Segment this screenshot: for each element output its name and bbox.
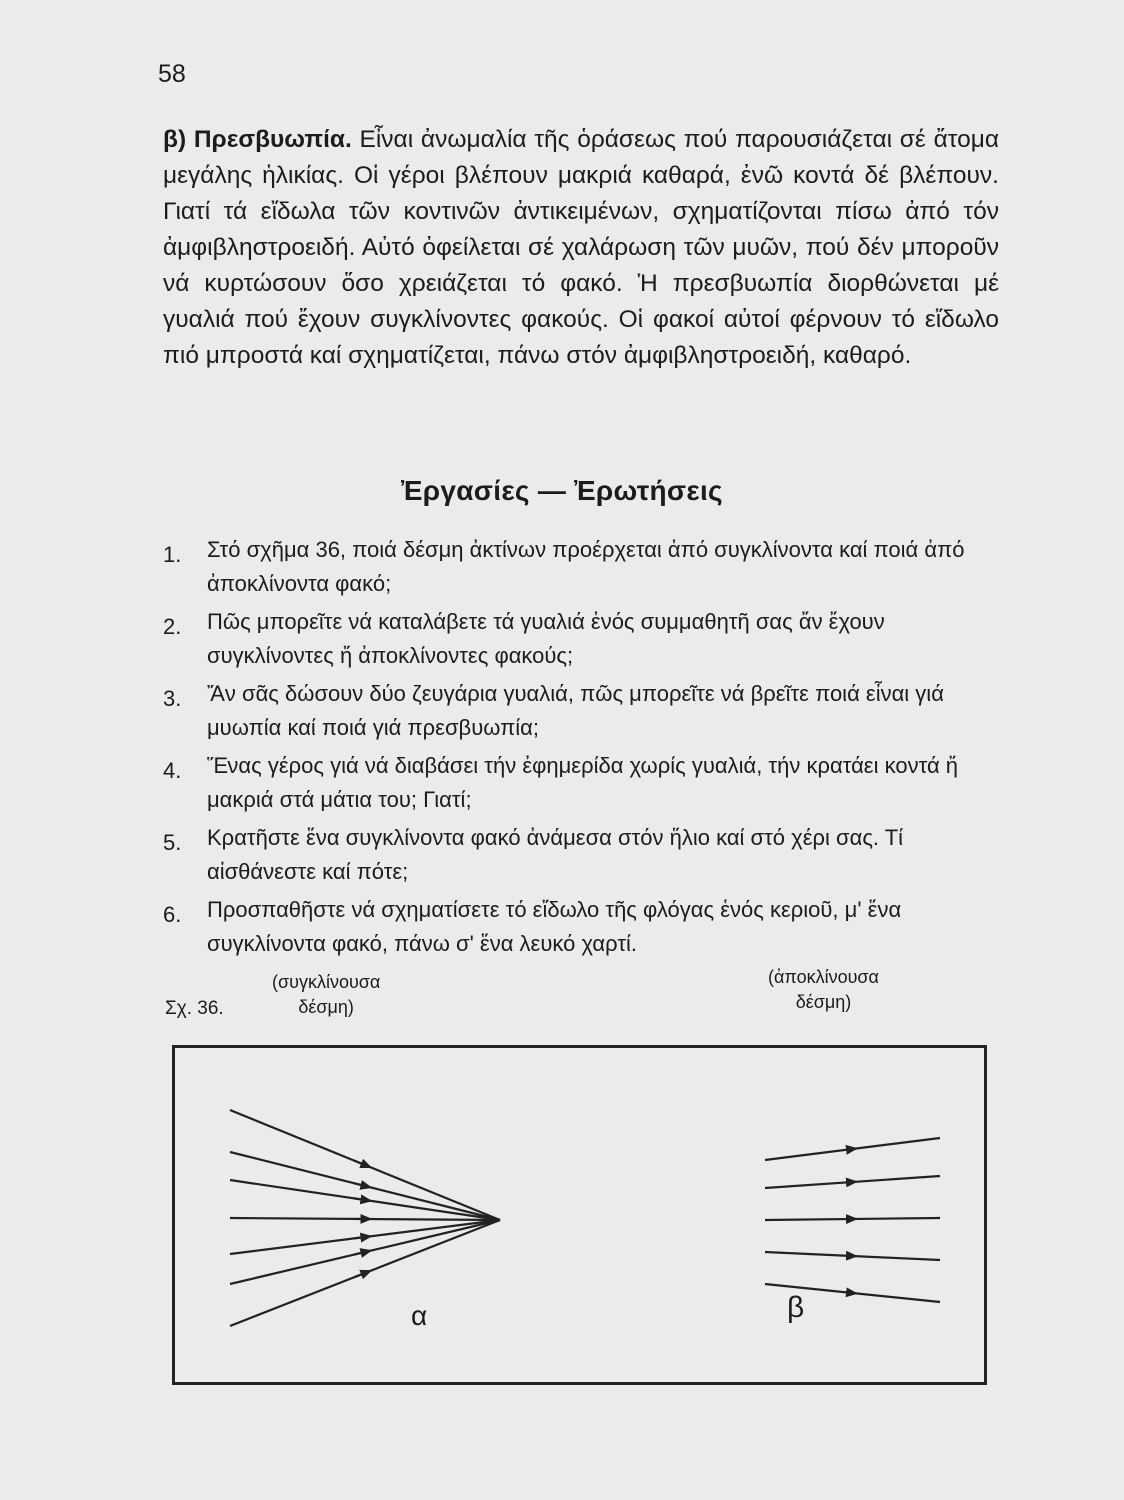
caption-diverging-text: (ἀποκλίνουσα δέσμη): [768, 967, 879, 1012]
ray-arrowhead: [354, 1251, 370, 1255]
exercise-item: [163, 821, 1003, 889]
page-number: 58: [158, 60, 186, 88]
exercise-text: Κρατῆστε ἕνα συγκλίνοντα φακό ἀνάμεσα στόν ἥλιο καί στό χέρι σας. Τί αἰσθάνεστε καί πότε;: [207, 825, 904, 884]
ray-arrowhead: [846, 1149, 857, 1150]
exercise-item: [163, 677, 1003, 745]
caption-diverging: [768, 965, 879, 1015]
exercise-text: Ἄν σᾶς δώσουν δύο ζευγάρια γυαλιά, πῶς μπορεῖτε νά βρεῖτε ποιά εἶναι γιά μυωπία καί ποιά γιά πρεσβυωπία;: [207, 681, 944, 740]
ray-arrowhead: [846, 1182, 857, 1183]
exercise-item: [163, 533, 1003, 601]
exercise-text: Στό σχῆμα 36, ποιά δέσμη ἀκτίνων προέρχεται ἀπό συγκλίνοντα καί ποιά ἀπό ἀποκλίνοντα φακό;: [207, 537, 965, 596]
converging-beam: [230, 1110, 500, 1326]
ray-arrowhead: [846, 1292, 857, 1293]
caption-converging-text: (συγκλίνουσα δέσμη): [272, 972, 381, 1017]
exercise-number: 5.: [163, 830, 182, 855]
ray-diagram: [175, 1048, 990, 1388]
exercise-item: [163, 749, 1003, 817]
exercise-number: 2.: [163, 614, 182, 639]
ray-arrowhead: [354, 1198, 370, 1200]
ray-arrowhead: [354, 1161, 370, 1168]
exercise-number: 6.: [163, 902, 182, 927]
exercise-number: 3.: [163, 686, 182, 711]
figure-label-b: β: [787, 1291, 805, 1324]
exercise-item: [163, 893, 1003, 961]
figure-36-frame: [172, 1045, 987, 1385]
exercises-title: Ἐργασίες — Ἐρωτήσεις: [401, 475, 723, 506]
section-paragraph: [163, 122, 999, 374]
exercise-number: 1.: [163, 542, 182, 567]
section-heading: β) Πρεσβυωπία.: [163, 126, 352, 153]
ray-arrowhead: [354, 1271, 370, 1277]
ray-arrowhead: [354, 1183, 370, 1187]
figure-label-a: α: [411, 1300, 428, 1331]
exercises-list: [163, 533, 1003, 965]
exercise-text: Ἕνας γέρος γιά νά διαβάσει τήν ἐφημερίδα χωρίς γυαλιά, τήν κρατάει κοντά ἤ μακριά στά μάτια του; Γιατί;: [207, 753, 959, 812]
caption-converging: [272, 970, 380, 1020]
exercise-item: [163, 605, 1003, 673]
exercise-text: Προσπαθῆστε νά σχηματίσετε τό εἴδωλο τῆς φλόγας ἑνός κεριοῦ, μ' ἕνα συγκλίνοντα φακό, πάνω σ' ἕνα λευκό χαρτί.: [207, 897, 902, 956]
exercise-text: Πῶς μπορεῖτε νά καταλάβετε τά γυαλιά ἑνός συμμαθητῆ σας ἄν ἔχουν συγκλίνοντες ἤ ἀποκλίνοντες φακούς;: [207, 609, 885, 668]
exercise-number: 4.: [163, 758, 182, 783]
ray-arrowhead: [354, 1236, 370, 1238]
diverging-beam: [765, 1138, 940, 1302]
section-body: Εἶναι ἀνωμαλία τῆς ὁράσεως πού παρουσιάζεται σέ ἄτομα μεγάλης ἡλικίας. Οἱ γέροι βλέπουν μακριά καθαρά, ἐνῶ κοντά δέ βλέπουν. Γιατί τά εἴδωλα τῶν κοντινῶν ἀντικειμένων, σχηματίζονται πίσω ἀπό τόν ἀμφιβληστροειδή. Αὐτό ὀφείλεται σέ χαλάρωση τῶν μυῶν, πού δέν μποροῦν νά κυρτώσουν ὅσο χρειάζεται τό φακό. Ἡ πρεσβυωπία διορθώνεται μέ γυαλιά πού ἔχουν συγκλίνοντες φακούς. Οἱ φακοί αὐτοί φέρνουν τό εἴδωλο πιό μπροστά καί σχηματίζεται, πάνω στόν ἀμφιβληστροειδή, καθαρό.: [163, 126, 999, 369]
presbyopia-section: [163, 122, 999, 374]
figure-label: Σχ. 36.: [165, 998, 224, 1019]
